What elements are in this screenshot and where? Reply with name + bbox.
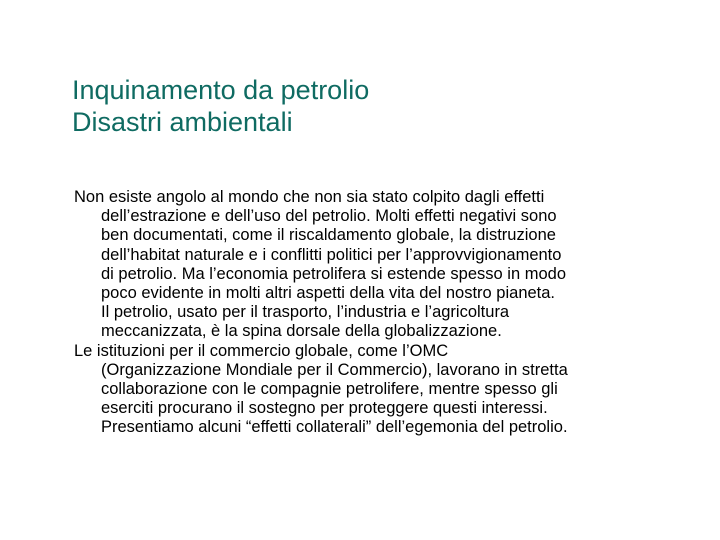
slide-title (72, 74, 672, 138)
paragraph-1-line-7: Il petrolio, usato per il trasporto, l’industria e l’agricoltura (101, 303, 510, 322)
body-paragraph-2 (74, 342, 684, 438)
paragraph-2-line-3: collaborazione con le compagnie petrolifere, mentre spesso gli (101, 380, 558, 399)
paragraph-2-line-2: (Organizzazione Mondiale per il Commercio), lavorano in stretta (101, 360, 568, 379)
paragraph-1-line-8: meccanizzata, è la spina dorsale della globalizzazione. (101, 322, 502, 341)
paragraph-1-line-4: dell’habitat naturale e i conflitti politici per l’approvvigionamento (101, 245, 562, 264)
paragraph-2-line-5: Presentiamo alcuni “effetti collaterali” dell’egemonia del petrolio. (101, 418, 568, 437)
paragraph-1-line-5: di petrolio. Ma l’economia petrolifera si estende spesso in modo (101, 264, 566, 283)
paragraph-1-line-6: poco evidente in molti altri aspetti della vita del nostro pianeta. (101, 284, 556, 303)
paragraph-1-line-1: Non esiste angolo al mondo che non sia stato colpito dagli effetti (74, 188, 545, 206)
paragraph-2-line-1: Le istituzioni per il commercio globale, come l’OMC (74, 341, 449, 360)
paragraph-1-line-3: ben documentati, come il riscaldamento globale, la distruzione (101, 226, 556, 245)
paragraph-1-line-2: dell’estrazione e dell’uso del petrolio. Molti effetti negativi sono (101, 207, 557, 226)
body-paragraph-1 (74, 188, 684, 342)
slide-body (74, 188, 684, 438)
slide-title-line-1: Inquinamento da petrolio (72, 75, 370, 105)
slide-title-line-2: Disastri ambientali (72, 107, 293, 137)
paragraph-2-line-4: eserciti procurano il sostegno per proteggere questi interessi. (101, 399, 548, 418)
